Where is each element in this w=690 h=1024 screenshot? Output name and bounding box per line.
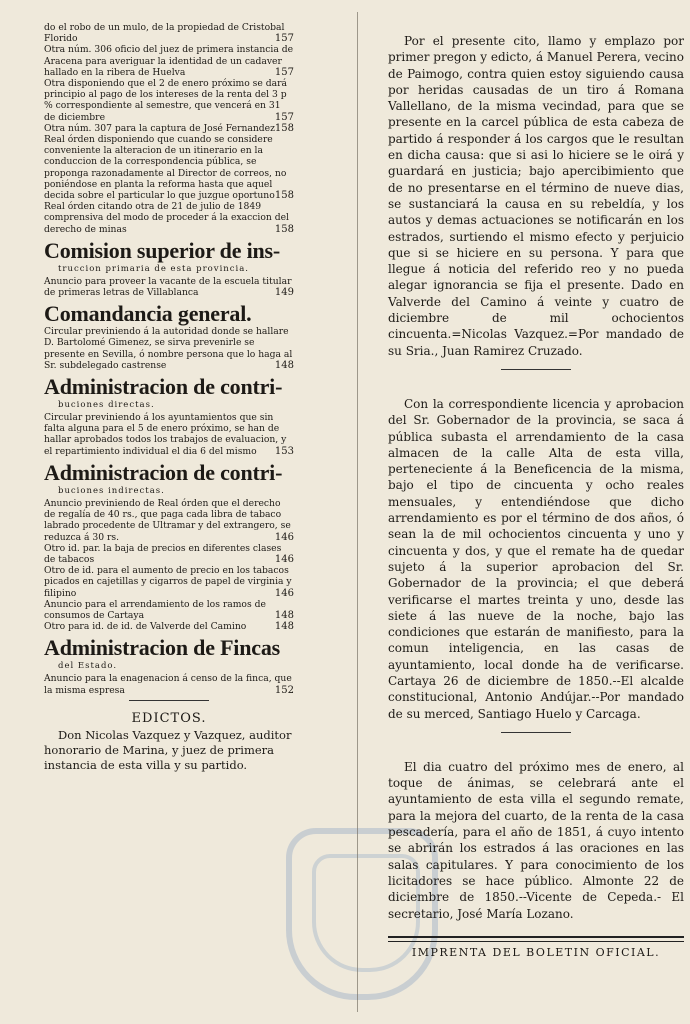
index-entry: Otro id. par. la baja de precios en diferentes clases de tabacos 146 bbox=[44, 542, 294, 565]
index-entry: Otra núm. 307 para la captura de José Fernandez 158 bbox=[44, 122, 294, 134]
auction-paragraph: Con la correspondiente licencia y aprobacion del Sr. Gobernador de la provincia, se saca á pública subasta el arrendamiento de la casa almacen de la calle Alta de esta villa, perteneciente á la Beneficencia de la misma, bajo el tipo de cincuenta y ocho reales mensuales, y entendiéndose que dicho arrendamiento es por el término de dos años, ó sean la de mil ochocientos cincuenta y uno y cincuenta y dos, y que el remate ha de quedar sujeto á la superior aprobacion del Sr. Gobernador de la provincia; el que deberá verificarse el martes treinta y uno, desde las siete á las nueve de la noche, bajo las condiciones que estarán de manifiesto, para la comun inteligencia, en las casas de ayuntamiento, local donde ha de verificarse. Cartaya 26 de diciembre de 1850.--El alcalde constitucional, Antonio Andújar.--Por mandado de su merced, Santiago Huelo y Carcaga. bbox=[388, 396, 684, 721]
index-entry: do el robo de un mulo, de la propiedad de Cristobal Florido 157 bbox=[44, 22, 294, 45]
index-entry: Otro de id. para el aumento de precio en los tabacos picados en cajetillas y cigarros de papel de virginia y filipino 146 bbox=[44, 565, 294, 599]
section-subheading: del Estado. bbox=[58, 661, 118, 672]
index-entry: Circular previniendo á la autoridad donde se hallare D. Bartolomé Gimenez, se sirva prevenirle se presente en Sevilla, ó nombre persona que lo haga al Sr. subdelegado castrense 148 bbox=[44, 326, 294, 371]
section-heading: Administracion de contri- bbox=[44, 374, 283, 400]
section-subheading: buciones directas. bbox=[58, 400, 155, 411]
index-entry: Otro para id. de id. de Valverde del Camino 148 bbox=[44, 621, 294, 633]
index-column bbox=[44, 22, 294, 773]
section-heading: Comision superior de ins- bbox=[44, 237, 281, 263]
section-subheading: buciones indirectas. bbox=[58, 485, 165, 496]
section-heading: Comandancia general. bbox=[44, 301, 252, 327]
edicts-column bbox=[388, 33, 684, 959]
index-entry: Anuncio para el arrendamiento de los ramos de consumos de Cartaya 148 bbox=[44, 598, 294, 621]
edict-paragraph: Por el presente cito, llamo y emplazo por primer pregon y edicto, á Manuel Perera, vecino de Paimogo, contra quien estoy siguiendo causa por heridas causadas de un tiro á Romana Vallellano, de la misma vecindad, para que se presente en la carcel pública de esta cabeza de partido á responder á los cargos que le resultan en dicha causa: que si asi lo hiciere se le oirá y guardará en justicia; bajo apercibimiento que de no presentarse en el término de nueve dias, se sustanciará la causa en su rebeldía, y los autos y demas actuaciones se notificarán en los estrados, surtiendo el mismo efecto y perjuicio que si se hiciere en su persona. Y para que llegue á noticia del referido reo y no pueda alegar ignorancia se fija el presente. Dado en Valverde del Camino á veinte y cuatro de diciembre de mil ochocientos cincuenta.=Nicolas Vazquez.=Por mandado de su Sria., Juan Ramirez Cruzado. bbox=[388, 34, 684, 358]
index-entry: Real órden disponiendo que cuando se considere conveniente la alteracion de un itinerario en la conduccion de la correspondencia pública, se proponga razonadamente al Director de correos, no poniéndose en planta la reforma hasta que aquel decida sobre el particular lo que juzgue oportuno 158 bbox=[44, 134, 294, 202]
index-entry: Anuncio previniendo de Real órden que el derecho de regalía de 40 rs., que paga cada libra de tabaco labrado procedente de Ultramar y del extrangero, se reduzca á 30 rs. 146 bbox=[44, 497, 294, 543]
index-entry: Real órden citando otra de 21 de julio de 1849 comprensiva del modo de proceder á la exaccion del derecho de minas 158 bbox=[44, 201, 294, 235]
section-subheading: truccion primaria de esta provincia. bbox=[58, 263, 250, 274]
column-divider bbox=[357, 12, 358, 1012]
separator-rule bbox=[129, 700, 209, 701]
auction-paragraph: El dia cuatro del próximo mes de enero, al toque de ánimas, se celebrará ante el ayuntamiento de esta villa el segundo remate, para la mejora del cuarto, de la renta de la casa pescadería, para el año de 1851, á cuyo intento se abrirán los estrados á las oraciones en las salas capitulares. Y para conocimiento de los licitadores se hace público. Almonte 22 de diciembre de 1850.--Vicente de Cepeda.- El secretario, José María Lozano. bbox=[388, 759, 684, 921]
index-entry: Anuncio para la enagenacion á censo de la finca, que la misma espresa 152 bbox=[44, 673, 294, 696]
footer-rule bbox=[388, 936, 684, 942]
section-heading: Administracion de Fincas bbox=[44, 635, 280, 661]
index-entry: Anuncio para proveer la vacante de la escuela titular de primeras letras de Villablanca 149 bbox=[44, 275, 294, 299]
printer-imprint: IMPRENTA DEL BOLETIN OFICIAL. bbox=[411, 945, 661, 959]
index-entry: Otra núm. 306 oficio del juez de primera instancia de Aracena para averiguar la identidad de un cadaver hallado en la ribera de Huelva 157 bbox=[44, 44, 294, 78]
edictos-title: EDICTOS. bbox=[131, 710, 207, 726]
index-entry: Circular previniendo á los ayuntamientos que sin falta alguna para el 5 de enero próximo, se han de hallar aprobados todos los trabajos de evaluacion, y el repartimiento individual el dia 6 del mismo 153 bbox=[44, 412, 294, 457]
section-heading: Administracion de contri- bbox=[44, 459, 283, 485]
index-entry: Otra disponiendo que el 2 de enero próximo se dará principio al pago de los intereses de la renta del 3 p % correspondiente al semestre, que vencerá en 31 de diciembre 157 bbox=[44, 78, 294, 123]
edict-opening: Don Nicolas Vazquez y Vazquez, auditor honorario de Marina, y juez de primera instancia de esta villa y su partido. bbox=[44, 727, 292, 772]
